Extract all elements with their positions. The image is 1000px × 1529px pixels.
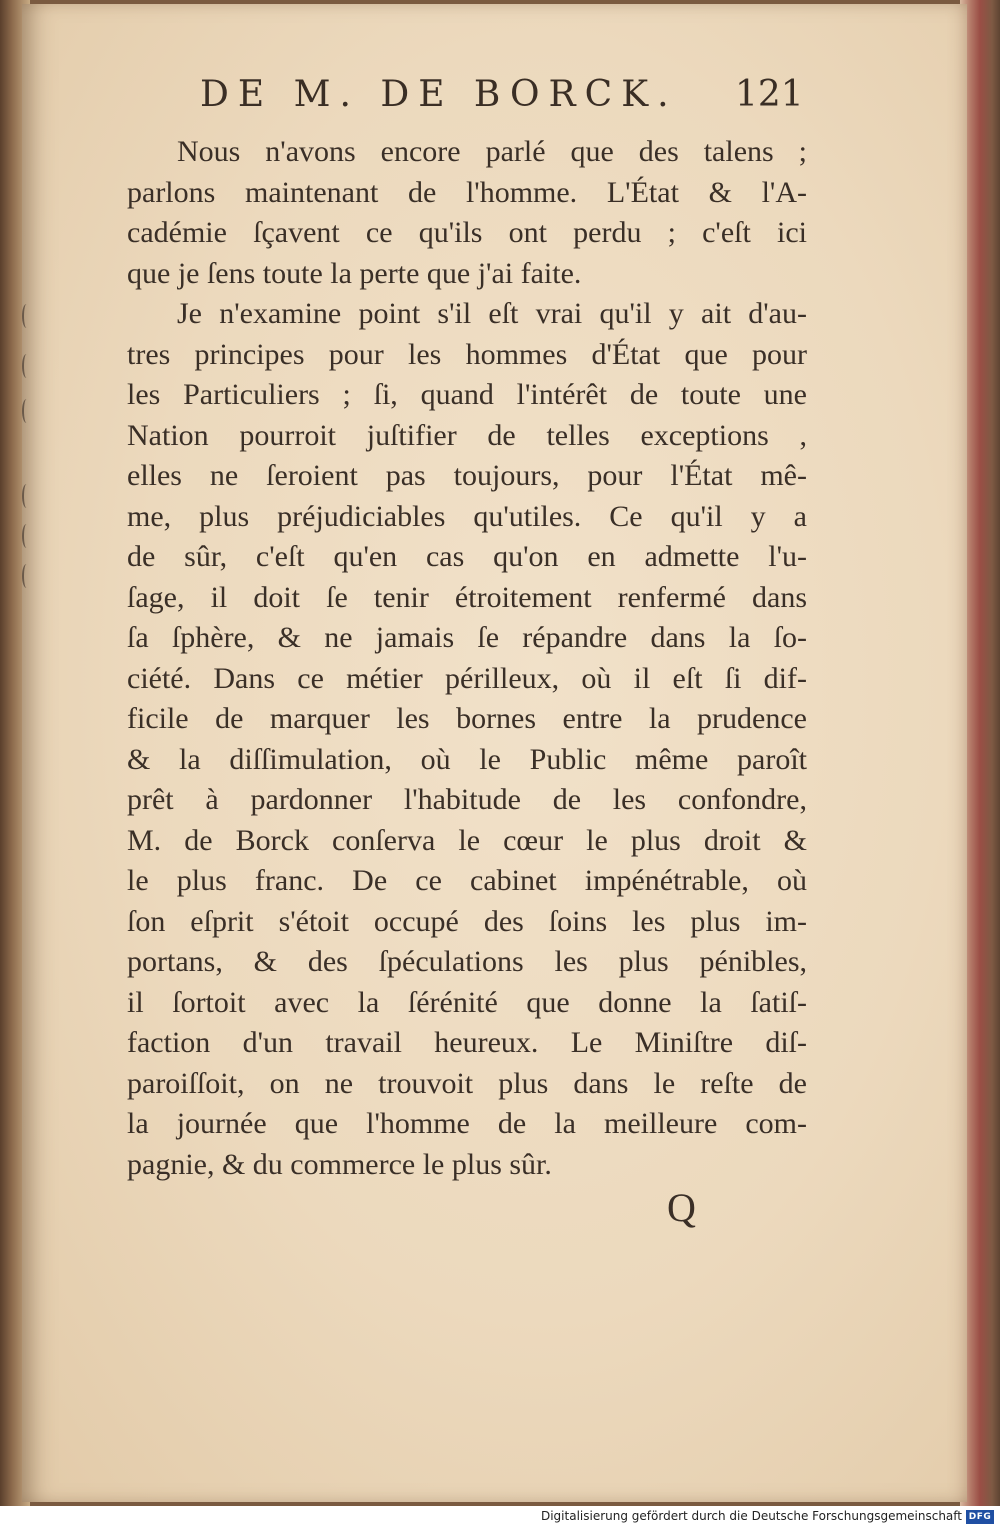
dfg-logo-icon: DFG: [966, 1510, 994, 1524]
text-line: que je ſens toute la perte que j'ai faite.: [127, 256, 582, 290]
text-line: M. de Borck conſerva le cœur le plus droit &: [127, 823, 807, 857]
text-line: de sûr, c'eſt qu'en cas qu'on en admette l'u-: [127, 540, 807, 573]
binding-stitch: [22, 564, 31, 588]
text-line: parlons maintenant de l'homme. L'État & l'A-: [127, 175, 807, 209]
funding-credit: Digitalisierung gefördert durch die Deutsche Forschungsgemeinschaft: [540, 1509, 962, 1523]
digitization-footer: [0, 1506, 1000, 1529]
text-line: prêt à pardonner l'habitude de les confondre,: [127, 783, 807, 816]
binding-stitch: [22, 524, 31, 548]
text-line: la journée que l'homme de la meilleure com-: [127, 1107, 807, 1140]
text-line: Je n'examine point s'il eſt vrai qu'il y ait d'au-: [177, 297, 807, 330]
text-line: le plus franc. De ce cabinet impénétrable, où: [127, 864, 807, 897]
text-line: Nous n'avons encore parlé que des talens ;: [177, 135, 807, 168]
text-line: ciété. Dans ce métier périlleux, où il eſt ſi dif-: [127, 661, 807, 695]
running-title: DE M. DE BORCK.: [200, 74, 678, 115]
binding-stitch: [22, 354, 31, 378]
text-line: cadémie ſçavent ce qu'ils ont perdu ; c'eſt ici: [127, 216, 807, 249]
binding-stitch: [22, 304, 31, 328]
text-line: faction d'un travail heureux. Le Miniſtre diſ-: [127, 1026, 807, 1059]
page-number: 121: [735, 74, 804, 115]
text-line: il ſortoit avec la ſérénité que donne la ſatiſ-: [127, 985, 807, 1019]
text-line: & la diſſimulation, où le Public même paroît: [127, 742, 807, 776]
text-line: les Particuliers ; ſi, quand l'intérêt de toute une: [127, 378, 807, 411]
body-text: [127, 132, 807, 1185]
text-line: portans, & des ſpéculations les plus pénibles,: [127, 945, 807, 978]
text-line: paroiſſoit, on ne trouvoit plus dans le reſte de: [127, 1066, 807, 1100]
text-line: me, plus préjudiciables qu'utiles. Ce qu'il y a: [127, 499, 807, 533]
text-line: Nation pourroit juſtifier de telles exceptions ,: [127, 418, 807, 452]
binding-stitch: [22, 484, 31, 508]
book-page: [22, 4, 967, 1502]
binding-stitch: [22, 399, 31, 423]
text-line: ſon eſprit s'étoit occupé des ſoins les plus im-: [127, 904, 807, 938]
text-line: pagnie, & du commerce le plus sûr.: [127, 1147, 552, 1181]
text-line: ſa ſphère, & ne jamais ſe répandre dans la ſo-: [127, 621, 807, 654]
text-line: elles ne ſeroient pas toujours, pour l'État mê-: [127, 459, 807, 492]
text-line: ficile de marquer les bornes entre la prudence: [127, 702, 807, 735]
running-head: [200, 74, 804, 122]
text-line: tres principes pour les hommes d'État que pour: [127, 337, 807, 371]
text-line: ſage, il doit ſe tenir étroitement renfermé dans: [127, 580, 807, 614]
signature-mark: Q: [667, 1185, 696, 1230]
